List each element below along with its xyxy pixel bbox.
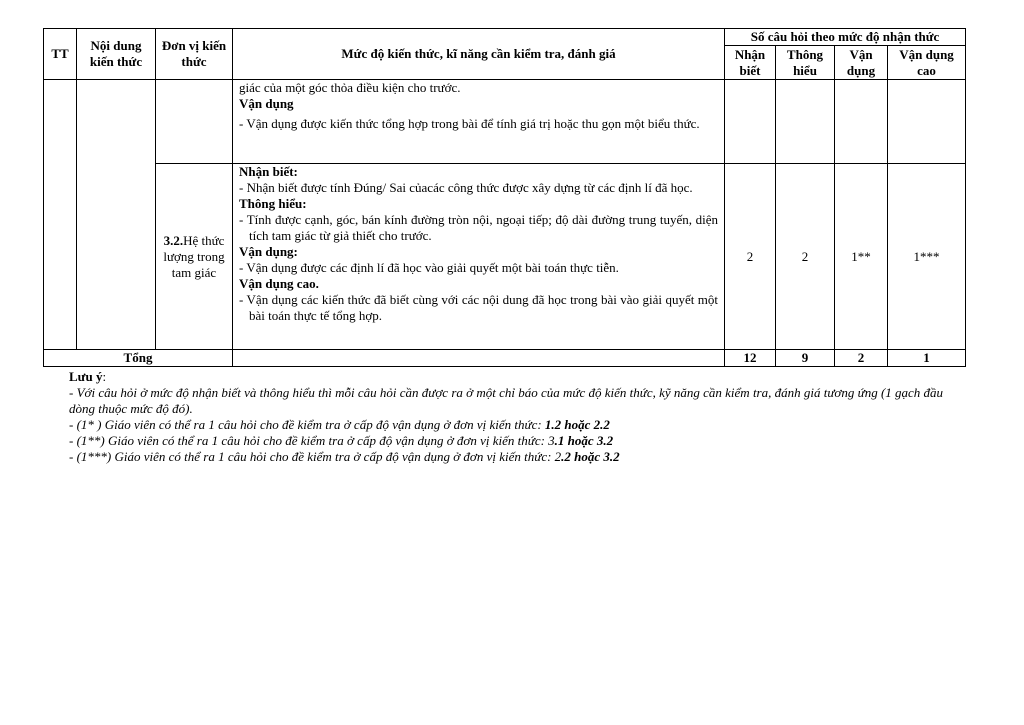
total-q4: 1 (888, 350, 966, 367)
notes-title-colon: : (102, 369, 107, 384)
note-bold: .1 hoặc 3.2 (554, 433, 614, 448)
header-thong-hieu: Thông hiểu (776, 46, 835, 80)
notes-title (69, 369, 959, 385)
req-heading: Nhận biết: (239, 164, 298, 179)
table-row (44, 80, 966, 164)
total-q3: 2 (835, 350, 888, 367)
cell-q2: 2 (776, 164, 835, 350)
cell-q3: 1** (835, 164, 888, 350)
req-item: - Nhận biết được tính Đúng/ Sai củacác công thức được xây dựng từ các định lí đã học. (239, 180, 693, 195)
req-item: - Vận dụng được kiến thức tổng hợp trong bài để tính giá trị hoặc thu gọn một biểu thức. (239, 116, 700, 131)
header-nhan-biet: Nhận biết (725, 46, 776, 80)
note-item (69, 449, 959, 465)
header-unit: Đơn vị kiến thức (156, 29, 233, 80)
unit-name: Hệ thức lượng trong tam giác (163, 232, 225, 280)
req-continued-line: giác của một góc thỏa điều kiện cho trước. (239, 80, 461, 95)
cell-content (77, 80, 156, 350)
table-row (44, 164, 966, 350)
note-text: - (1* ) Giáo viên có thể ra 1 câu hỏi cho đề kiểm tra ở cấp độ vận dụng ở đơn vị kiến thức: (69, 417, 545, 432)
total-q1: 12 (725, 350, 776, 367)
total-empty (233, 350, 725, 367)
header-questions-group: Số câu hỏi theo mức độ nhận thức (725, 29, 966, 46)
cell-q1 (725, 80, 776, 164)
cell-requirements (233, 80, 725, 164)
cell-unit (156, 80, 233, 164)
notes-title-text: Lưu ý (69, 369, 103, 384)
req-heading: Thông hiểu: (239, 196, 307, 211)
note-bold: 1.2 hoặc 2.2 (544, 417, 610, 432)
total-row (44, 350, 966, 367)
cell-q1: 2 (725, 164, 776, 350)
note-item (69, 417, 959, 433)
spec-table (43, 28, 966, 367)
cell-requirements (233, 164, 725, 350)
cell-q3 (835, 80, 888, 164)
req-heading: Vận dụng cao. (239, 276, 319, 291)
cell-q4 (888, 80, 966, 164)
note-item (69, 433, 959, 449)
req-item: - Tính được cạnh, góc, bán kính đường tròn nội, ngoại tiếp; độ dài đường trung tuyến, diện tích tam giác từ giả thiết cho trước. (239, 212, 718, 243)
req-item: - Vận dụng được các định lí đã học vào giải quyết một bài toán thực tiễn. (239, 260, 619, 275)
note-text: - (1***) Giáo viên có thể ra 1 câu hỏi cho đề kiểm tra ở cấp độ vận dụng ở đơn vị kiến thức: 2 (69, 449, 562, 464)
notes-section (69, 369, 959, 465)
total-label: Tổng (44, 350, 233, 367)
note-bold: .2 hoặc 3.2 (561, 449, 620, 464)
header-van-dung-cao: Vận dụng cao (888, 46, 966, 80)
cell-tt (44, 80, 77, 350)
header-tt: TT (44, 29, 77, 80)
note-text: - (1**) Giáo viên có thể ra 1 câu hỏi cho đề kiểm tra ở cấp độ vận dụng ở đơn vị kiến thức: 3 (69, 433, 555, 448)
cell-unit-3-2 (156, 164, 233, 350)
header-van-dung: Vận dụng (835, 46, 888, 80)
cell-q4: 1*** (888, 164, 966, 350)
header-level: Mức độ kiến thức, kĩ năng cần kiểm tra, đánh giá (233, 29, 725, 80)
note-item: - Với câu hỏi ở mức độ nhận biết và thông hiểu thì mỗi câu hỏi cần được ra ở một chỉ báo của mức độ kiến thức, kỹ năng cần kiểm tra, đánh giá tương ứng (1 gạch đầu dòng thuộc mức độ đó). (69, 385, 944, 416)
req-heading: Vận dụng (239, 96, 294, 111)
total-q2: 9 (776, 350, 835, 367)
unit-number: 3.2. (163, 232, 184, 248)
req-item: - Vận dụng các kiến thức đã biết cùng với các nội dung đã học trong bài vào giải quyết một bài toán thực tế tổng hợp. (239, 292, 718, 323)
req-heading: Vận dụng: (239, 244, 298, 259)
header-content: Nội dung kiến thức (77, 29, 156, 80)
cell-q2 (776, 80, 835, 164)
